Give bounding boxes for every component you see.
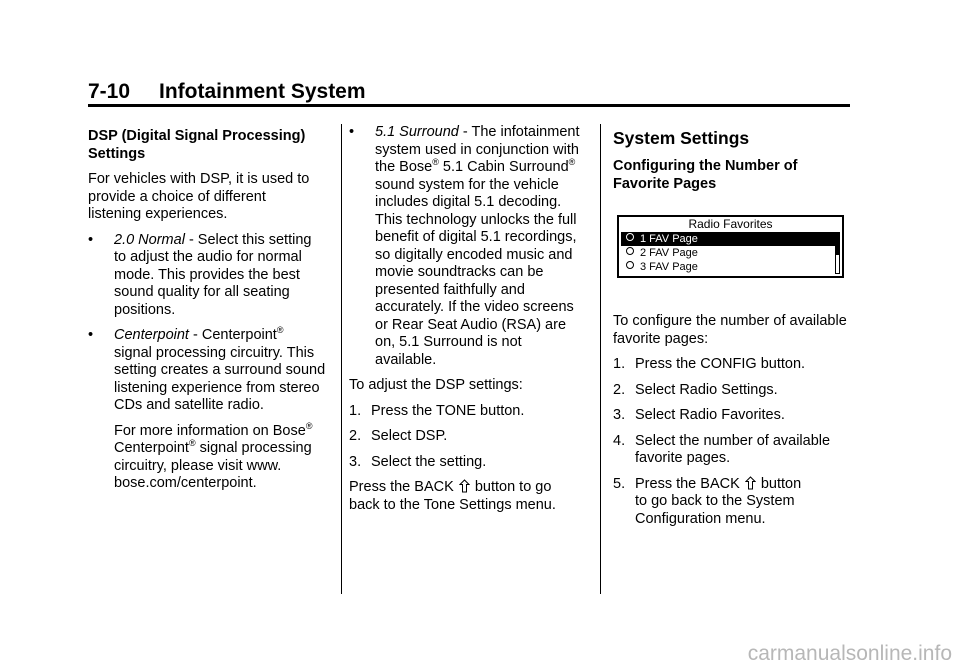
back-arrow-icon [745,476,756,490]
step-4: 4. Select the number of available favorite pages. [613,432,831,466]
configure-intro: To configure the number of available favorite pages: [613,313,847,347]
step-5: 5. Press the BACK button to go back to the System Configuration menu. [613,475,802,527]
scrollbar-thumb[interactable] [836,233,839,255]
bullet-centerpoint: • Centerpoint - Centerpoint® signal processing circuitry. This setting creates a surround sound listening experience from stereo CDs and satellite radio. [88,325,326,413]
column-divider-1 [341,124,342,594]
screen-title: Radio Favorites [688,217,773,231]
step-3: 3. Select the setting. [349,453,487,470]
header-rule [88,104,850,107]
dsp-intro: For vehicles with DSP, it is used to provide a choice of different listening experiences. [88,171,310,222]
bullet-dot: • [88,327,94,343]
scrollbar[interactable] [835,232,840,274]
column-divider-2 [600,124,601,594]
fav-page-option[interactable]: 2 FAV Page [621,246,835,260]
adjust-dsp-text: To adjust the DSP settings: [349,377,523,393]
bullet-dot: • [349,124,355,140]
bullet-surround: • 5.1 Surround - The infotainment system used in conjunction with the Bose® 5.1 Cabin Surround® sound system for the vehicle includes digital 5.1 decoding. This technology unlocks the full benefit of digital 5.1 recordings, so digitally encoded music and movie soundtracks can be presented faithfully and accurately. If the video screens or Rear Seat Audio (RSA) are on, 5.1 Surround is not available. [349,124,580,368]
watermark: carmanualsonline.info [747,642,952,665]
step-1: 1. Press the CONFIG button. [613,356,806,372]
step-2: 2. Select Radio Settings. [613,381,778,398]
bullet-dot: • [88,231,94,248]
column-2 [349,124,599,522]
page-header [88,80,850,106]
back-instruction: Press the BACK button to go back to the Tone Settings menu. [349,479,556,513]
radio-icon [626,247,634,255]
radio-favorites-screen [617,215,844,278]
step-1: 1. Press the TONE button. [349,402,525,419]
page-number: 7-10 [88,80,131,103]
dsp-heading: DSP (Digital Signal Processing) Settings [88,128,306,162]
more-info-text: For more information on Bose® Centerpoint® signal processing circuitry, please visit www. bose.com/centerpoint. [114,420,313,491]
step-3: 3. Select Radio Favorites. [613,407,785,423]
bullet-normal: • 2.0 Normal - Select this setting to adjust the audio for normal mode. This provides the best sound quality for all seating positions. [88,231,312,318]
radio-icon [626,261,634,269]
back-arrow-icon [459,479,470,493]
column-1 [88,128,338,501]
column-3 [613,128,858,536]
radio-icon [626,233,634,241]
chapter-title: Infotainment System [159,80,366,103]
favorites-heading: Configuring the Number of Favorite Pages [613,158,798,192]
fav-page-option[interactable]: 3 FAV Page [621,260,835,274]
section-title: System Settings [613,128,750,148]
step-2: 2. Select DSP. [349,428,448,444]
fav-page-option[interactable]: 1 FAV Page [621,232,835,246]
